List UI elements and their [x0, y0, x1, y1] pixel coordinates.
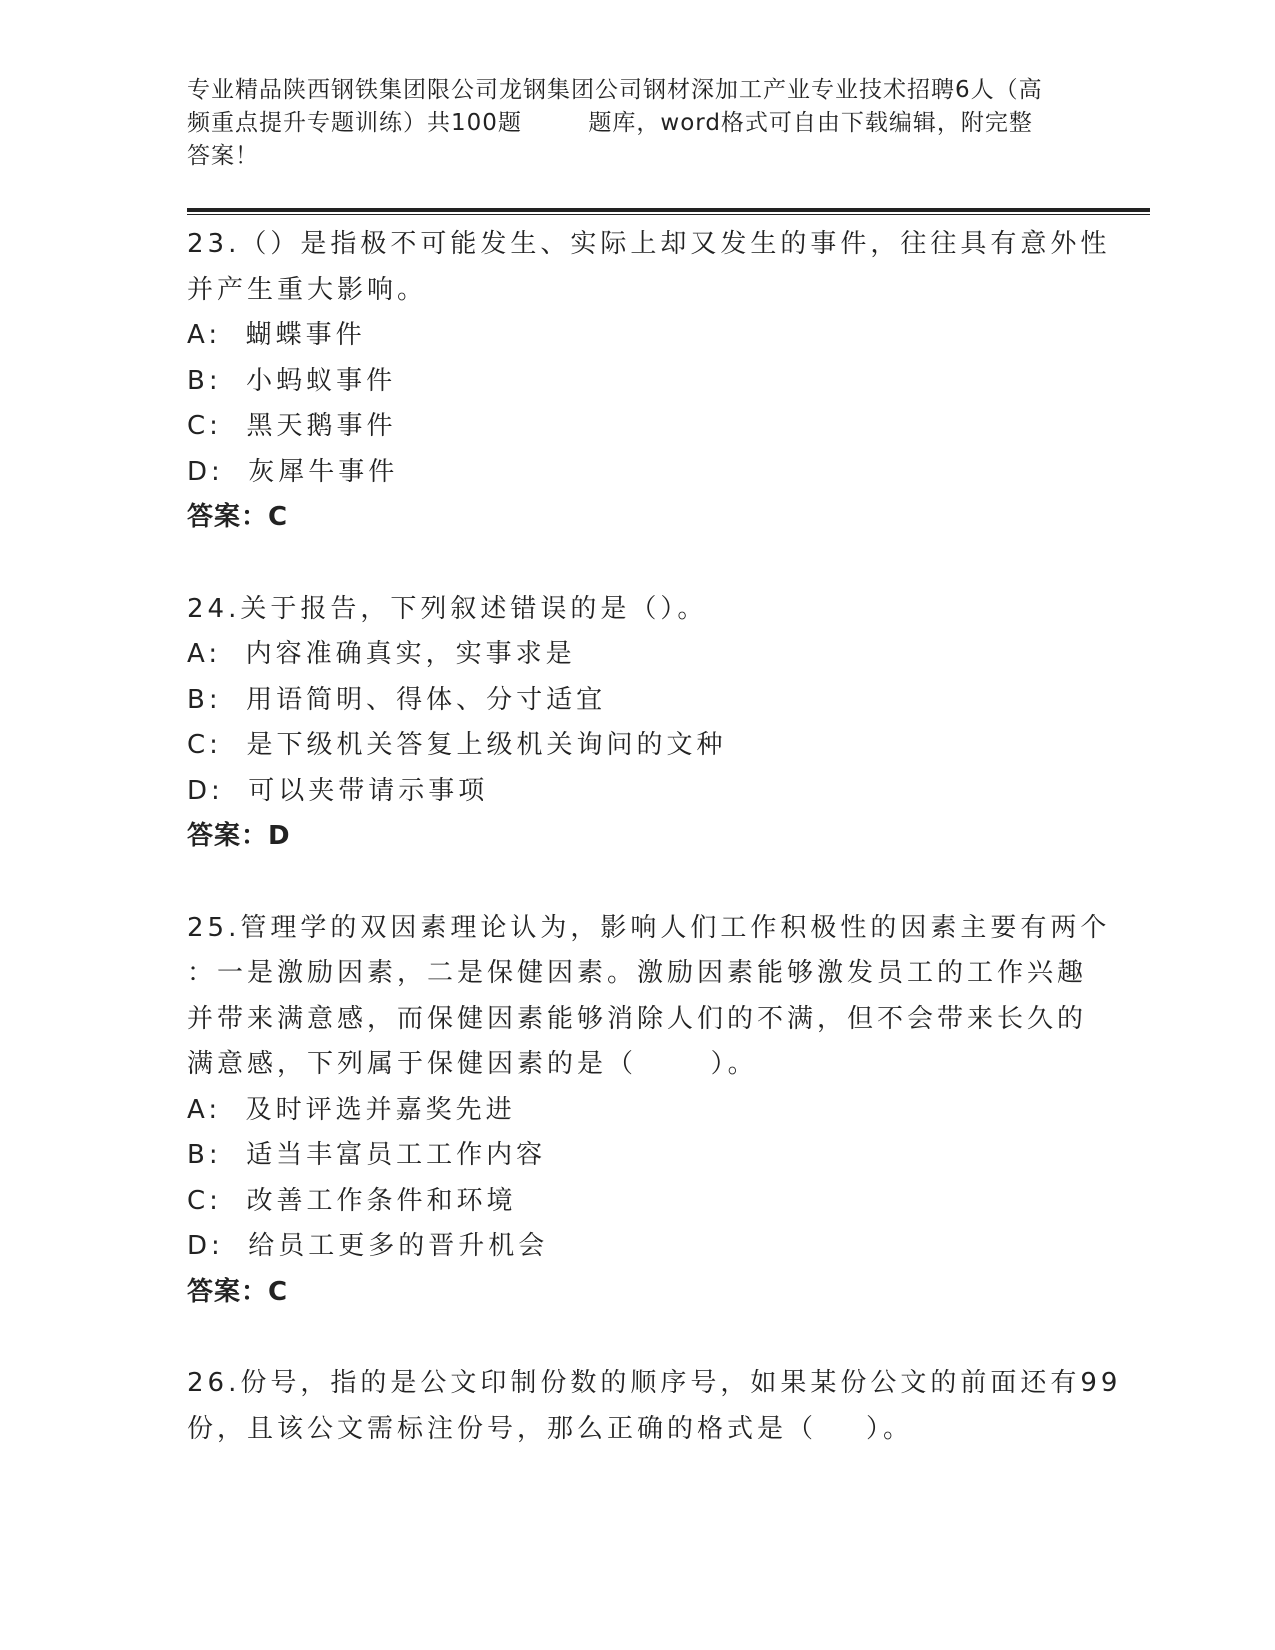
option-a: A: 内容准确真实，实事求是 [187, 639, 576, 669]
option-d: D: 灰犀牛事件 [187, 456, 399, 487]
option-c: C: 是下级机关答复上级机关询问的文种 [187, 730, 727, 760]
option-d: D: 给员工更多的晋升机会 [187, 1231, 549, 1261]
question-24 [187, 587, 1107, 860]
question-text: 24.关于报告，下列叙述错误的是（）。 [187, 593, 708, 624]
question-text: 并带来满意感，而保健因素能够消除人们的不满，但不会带来长久的 [187, 1003, 1088, 1034]
question-26 [187, 1361, 1122, 1452]
header-line: 专业精品陕西钢铁集团限公司龙钢集团公司钢材深加工产业专业技术招聘6人（高 [187, 77, 1043, 103]
option-c: C: 改善工作条件和环境 [187, 1185, 517, 1216]
header-divider-thin [187, 214, 1150, 215]
document-header [187, 74, 1087, 173]
question-text: 23.（）是指极不可能发生、实际上却又发生的事件，往往具有意外性 [187, 229, 1111, 259]
question-text: 满意感，下列属于保健因素的是（ ）。 [187, 1049, 758, 1079]
option-b: B: 用语简明、得体、分寸适宜 [187, 684, 607, 715]
header-line: 频重点提升专题训练）共100题 题库，word格式可自由下载编辑，附完整 [187, 110, 1033, 136]
option-b: B: 小蚂蚁事件 [187, 365, 397, 396]
option-c: C: 黑天鹅事件 [187, 411, 397, 441]
question-list [187, 222, 1122, 1498]
question-23 [187, 222, 1111, 541]
option-a: A: 蝴蝶事件 [187, 320, 366, 350]
answer-line: 答案：C [187, 502, 289, 532]
question-text: ：一是激励因素，二是保健因素。激励因素能够激发员工的工作兴趣 [187, 958, 1088, 988]
answer-line: 答案：C [187, 1276, 289, 1307]
question-text: 份，且该公文需标注份号，那么正确的格式是（ ）。 [187, 1413, 914, 1444]
question-text: 并产生重大影响。 [187, 274, 428, 305]
question-text: 25.管理学的双因素理论认为，影响人们工作积极性的因素主要有两个 [187, 912, 1111, 943]
option-d: D: 可以夹带请示事项 [187, 775, 489, 806]
question-25 [187, 906, 1111, 1316]
option-b: B: 适当丰富员工工作内容 [187, 1140, 547, 1170]
option-a: A: 及时评选并嘉奖先进 [187, 1094, 516, 1125]
question-text: 26.份号，指的是公文印制份数的顺序号，如果某份公文的前面还有99 [187, 1368, 1122, 1398]
header-divider-thick [187, 208, 1150, 212]
answer-line: 答案：D [187, 821, 291, 851]
header-line: 答案！ [187, 143, 259, 169]
